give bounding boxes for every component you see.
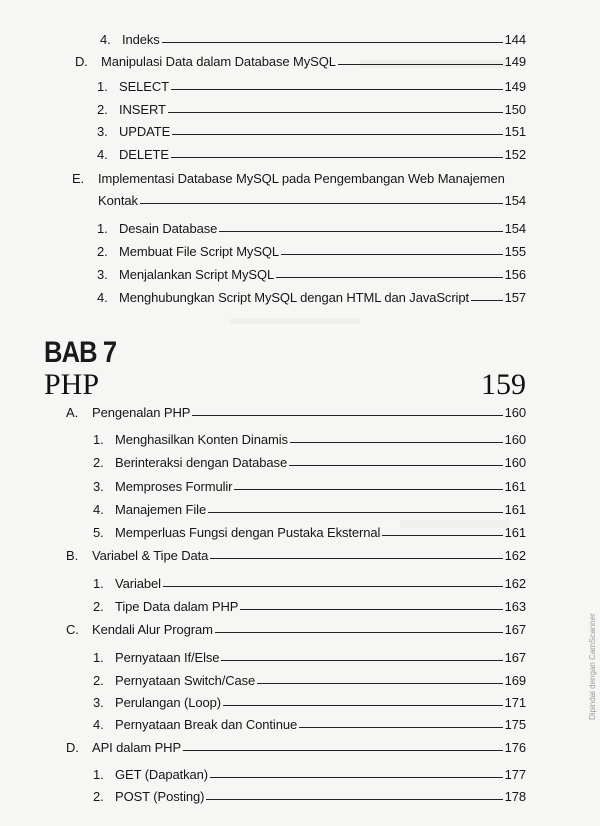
toc-entry[interactable]: 2. Berinteraksi dengan Database 160: [93, 455, 526, 470]
show-through: [230, 318, 360, 324]
dot-leader: [140, 203, 503, 204]
toc-entry[interactable]: 2. Membuat File Script MySQL 155: [97, 244, 526, 259]
toc-entry[interactable]: 1. Pernyataan If/Else 167: [93, 650, 526, 665]
dot-leader: [290, 442, 503, 443]
chapter-page: 159: [481, 368, 526, 401]
toc-entry-e-line2[interactable]: Kontak 154: [98, 193, 526, 208]
dot-leader: [240, 609, 502, 610]
toc-entry[interactable]: A. Pengenalan PHP 160: [66, 405, 526, 420]
dot-leader: [276, 277, 502, 278]
toc-entry[interactable]: 1. Menghasilkan Konten Dinamis 160: [93, 432, 526, 447]
dot-leader: [172, 134, 502, 135]
toc-entry[interactable]: 2. POST (Posting) 178: [93, 789, 526, 804]
toc-entry[interactable]: C. Kendali Alur Program 167: [66, 622, 526, 637]
dot-leader: [221, 660, 502, 661]
toc-entry[interactable]: 3. Perulangan (Loop) 171: [93, 695, 526, 710]
chapter-heading[interactable]: [44, 368, 526, 402]
toc-entry[interactable]: 4. Pernyataan Break dan Continue 175: [93, 717, 526, 732]
dot-leader: [471, 300, 503, 301]
dot-leader: [234, 489, 502, 490]
toc-entry[interactable]: 3. Memproses Formulir 161: [93, 479, 526, 494]
toc-entry[interactable]: 5. Memperluas Fungsi dengan Pustaka Eksternal 161: [93, 525, 526, 540]
toc-entry[interactable]: 4. Manajemen File 161: [93, 502, 526, 517]
dot-leader: [281, 254, 503, 255]
toc-entry[interactable]: 2. INSERT 150: [97, 102, 526, 117]
dot-leader: [223, 705, 503, 706]
dot-leader: [183, 750, 503, 751]
dot-leader: [210, 777, 503, 778]
dot-leader: [206, 799, 502, 800]
toc-entry[interactable]: 3. UPDATE 151: [97, 124, 526, 139]
dot-leader: [163, 586, 503, 587]
chapter-title: PHP: [44, 368, 100, 401]
dot-leader: [208, 512, 503, 513]
dot-leader: [171, 157, 503, 158]
toc-entry[interactable]: 2. Pernyataan Switch/Case 169: [93, 673, 526, 688]
toc-entry[interactable]: 4. Menghubungkan Script MySQL dengan HTML dan JavaScript 157: [97, 290, 526, 305]
dot-leader: [215, 632, 503, 633]
dot-leader: [168, 112, 503, 113]
toc-entry[interactable]: D. Manipulasi Data dalam Database MySQL 149: [75, 54, 526, 69]
toc-entry[interactable]: B. Variabel & Tipe Data 162: [66, 548, 526, 563]
toc-entry[interactable]: 4. DELETE 152: [97, 147, 526, 162]
toc-entry[interactable]: 3. Menjalankan Script MySQL 156: [97, 267, 526, 282]
dot-leader: [219, 231, 502, 232]
scanner-watermark: Dipindai dengan CamScanner: [588, 613, 597, 720]
dot-leader: [299, 727, 502, 728]
dot-leader: [289, 465, 503, 466]
toc-entry[interactable]: 2. Tipe Data dalam PHP 163: [93, 599, 526, 614]
toc-entry[interactable]: 4. Indeks 144: [100, 32, 526, 47]
dot-leader: [257, 683, 502, 684]
dot-leader: [210, 558, 502, 559]
toc-entry[interactable]: 1. Desain Database 154: [97, 221, 526, 236]
dot-leader: [338, 64, 503, 65]
toc-entry[interactable]: 1. GET (Dapatkan) 177: [93, 767, 526, 782]
dot-leader: [192, 415, 502, 416]
toc-entry[interactable]: D. API dalam PHP 176: [66, 740, 526, 755]
toc-entry[interactable]: 1. SELECT 149: [97, 79, 526, 94]
chapter-number: BAB 7: [44, 336, 117, 369]
dot-leader: [162, 42, 503, 43]
toc-entry[interactable]: 1. Variabel 162: [93, 576, 526, 591]
dot-leader: [382, 535, 502, 536]
toc-entry-e-line1[interactable]: E. Implementasi Database MySQL pada Pengembangan Web Manajemen: [72, 171, 505, 186]
dot-leader: [171, 89, 503, 90]
